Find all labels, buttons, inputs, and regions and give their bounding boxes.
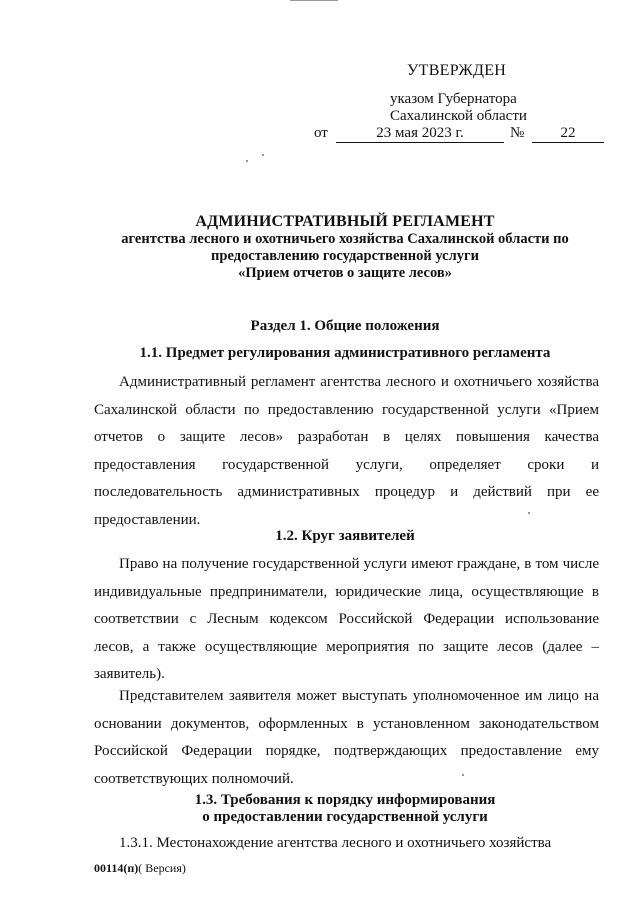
- document-title-main: АДМИНИСТРАТИВНЫЙ РЕГЛАМЕНТ: [195, 213, 495, 230]
- document-code: 00114(п): [94, 861, 139, 875]
- subsection-1-3-paragraph: [94, 830, 599, 858]
- scan-speck: [528, 512, 530, 514]
- document-title-sub-1: агентства лесного и охотничьего хозяйства Сахалинской области по: [121, 231, 569, 247]
- subsection-1-3-heading-line-2: о предоставлении государственной услуги: [202, 809, 488, 825]
- subsection-1-2-paragraph-1: [94, 551, 599, 689]
- document-title-sub-2: предоставлению государственной услуги: [211, 248, 479, 264]
- scan-mark: [290, 0, 338, 1]
- approval-title: УТВЕРЖДЕН: [407, 62, 507, 79]
- approval-line-1: указом Губернатора: [390, 91, 517, 107]
- subsection-1-1-heading: 1.1. Предмет регулирования административного регламента: [139, 345, 551, 361]
- subsection-1-1-paragraph: [94, 369, 599, 534]
- from-label: от: [314, 125, 328, 141]
- approval-date-row: [314, 125, 604, 145]
- scan-speck: [246, 160, 248, 162]
- document-title: [80, 213, 610, 282]
- scan-speck: [462, 774, 464, 776]
- document-footer: [94, 861, 186, 876]
- paragraph-text: Административный регламент агентства лесного и охотничьего хозяйства Сахалинской области по предоставлению государственной услуги «Прием отчетов о защите лесов» разработан в целях повышения качества предоставления государственной услуги, определяет сроки и последовательность административных процедур и действий при ее предоставлении.: [94, 374, 599, 528]
- subsection-1-2-heading: 1.2. Круг заявителей: [275, 528, 415, 544]
- approval-line-2: Сахалинской области: [390, 108, 527, 124]
- approval-number: 22: [532, 125, 604, 143]
- scan-speck: [262, 154, 264, 156]
- paragraph-text: 1.3.1. Местонахождение агентства лесного и охотничьего хозяйства: [119, 835, 552, 851]
- subsection-1-3-heading-line-1: 1.3. Требования к порядку информирования: [194, 792, 496, 808]
- document-title-sub-3: «Прием отчетов о защите лесов»: [238, 265, 452, 281]
- section-1-heading: Раздел 1. Общие положения: [250, 318, 440, 334]
- document-version: ( Версия): [138, 861, 186, 875]
- paragraph-text: Представителем заявителя может выступать уполномоченное им лицо на основании документов, оформленных в установленном законодательством Российской Федерации порядке, подтверждающих предоставление ему соответствующих полномочий.: [94, 688, 599, 787]
- approval-date: 23 мая 2023 г.: [336, 125, 504, 143]
- number-label: №: [510, 125, 525, 141]
- paragraph-text: Право на получение государственной услуги имеют граждане, в том числе индивидуальные предприниматели, юридические лица, осуществляющие в соответствии с Лесным кодексом Российской Федерации использование лесов, а также осуществляющие мероприятия по защите лесов (далее – заявитель).: [94, 556, 599, 682]
- subsection-1-2-paragraph-2: [94, 683, 599, 793]
- subsection-1-3-heading: [80, 792, 610, 826]
